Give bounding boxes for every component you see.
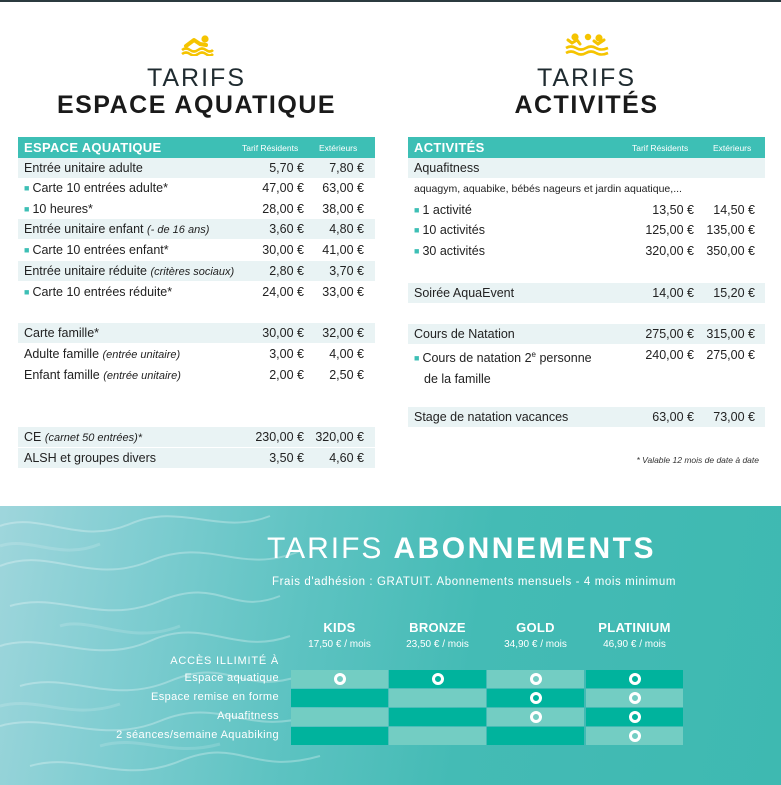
left-table-row bbox=[18, 219, 375, 239]
price-exterieurs: 2,50 € bbox=[329, 368, 364, 382]
row-label: ALSH et groupes divers bbox=[24, 451, 157, 465]
feature-cell bbox=[389, 708, 486, 726]
price-residents: 13,50 € bbox=[652, 203, 694, 217]
plan-price: 34,90 € / mois bbox=[504, 639, 567, 650]
plan-name: PLATINIUM bbox=[598, 620, 671, 635]
espace-aquatique-section bbox=[18, 0, 375, 470]
row-label: Stage de natation vacances bbox=[414, 410, 569, 424]
price-exterieurs: 73,00 € bbox=[713, 410, 755, 424]
price-residents: 320,00 € bbox=[645, 244, 694, 258]
price-residents: 125,00 € bbox=[645, 223, 694, 237]
price-exterieurs: 315,00 € bbox=[706, 327, 755, 341]
right-title-light: TARIFS bbox=[536, 64, 637, 92]
price-exterieurs: 14,50 € bbox=[713, 203, 755, 217]
row-label: ■ 10 activités bbox=[414, 223, 485, 237]
left-table-row bbox=[18, 448, 375, 468]
left-title-light: TARIFS bbox=[146, 64, 247, 92]
right-header-exterieurs: Extérieurs bbox=[713, 143, 752, 153]
feature-cell bbox=[487, 689, 584, 707]
right-table-row bbox=[408, 407, 765, 427]
price-exterieurs: 33,00 € bbox=[322, 285, 364, 299]
left-header-exterieurs: Extérieurs bbox=[319, 143, 358, 153]
feature-cell bbox=[586, 689, 683, 707]
price-residents: 240,00 € bbox=[645, 348, 694, 362]
feature-cell bbox=[291, 689, 388, 707]
price-residents: 47,00 € bbox=[262, 181, 304, 195]
feature-cell bbox=[389, 689, 486, 707]
price-exterieurs: 135,00 € bbox=[706, 223, 755, 237]
plan-price: 23,50 € / mois bbox=[406, 639, 469, 650]
row-label: Enfant famille (entrée unitaire) bbox=[24, 368, 181, 382]
feature-label: Espace remise en forme bbox=[150, 691, 279, 703]
plan-name: KIDS bbox=[323, 620, 356, 635]
validity-note: * Valable 12 mois de date à date bbox=[636, 455, 759, 465]
activites-section bbox=[408, 0, 765, 470]
bullet-icon: ■ bbox=[414, 246, 420, 256]
left-table-row bbox=[18, 344, 375, 364]
included-circle-icon bbox=[629, 711, 641, 723]
feature-cell bbox=[291, 670, 388, 688]
included-circle-icon bbox=[629, 673, 641, 685]
feature-label: Espace aquatique bbox=[184, 672, 279, 684]
price-exterieurs: 4,00 € bbox=[329, 347, 364, 361]
left-title-bold: ESPACE AQUATIQUE bbox=[56, 91, 337, 119]
price-residents: 30,00 € bbox=[262, 243, 304, 257]
bullet-icon: ■ bbox=[24, 287, 30, 297]
feature-cell bbox=[389, 670, 486, 688]
swimmer-icon bbox=[180, 34, 214, 61]
abonnements-title-bold: ABONNEMENTS bbox=[393, 532, 656, 565]
right-table-row bbox=[408, 200, 765, 220]
row-label: Cours de Natation bbox=[414, 327, 515, 341]
plan-price: 17,50 € / mois bbox=[308, 639, 371, 650]
price-exterieurs: 38,00 € bbox=[322, 202, 364, 216]
left-table-row bbox=[18, 240, 375, 260]
row-label: ■ Cours de natation 2e personne de la famille bbox=[414, 350, 592, 387]
price-residents: 14,00 € bbox=[652, 286, 694, 300]
price-residents: 5,70 € bbox=[269, 161, 304, 175]
included-circle-icon bbox=[530, 711, 542, 723]
row-label: Entrée unitaire adulte bbox=[24, 161, 143, 175]
price-residents: 3,50 € bbox=[269, 451, 304, 465]
price-residents: 63,00 € bbox=[652, 410, 694, 424]
plan-kids bbox=[291, 620, 388, 650]
price-exterieurs: 320,00 € bbox=[315, 430, 364, 444]
right-table-row bbox=[408, 179, 765, 199]
plan-name: GOLD bbox=[516, 620, 555, 635]
feature-cell bbox=[291, 708, 388, 726]
price-residents: 30,00 € bbox=[262, 326, 304, 340]
left-table-header bbox=[18, 137, 375, 158]
price-residents: 28,00 € bbox=[262, 202, 304, 216]
row-label: Adulte famille (entrée unitaire) bbox=[24, 347, 181, 361]
price-residents: 2,80 € bbox=[269, 264, 304, 278]
row-label: CE (carnet 50 entrées)* bbox=[24, 430, 143, 444]
plan-price: 46,90 € / mois bbox=[603, 639, 666, 650]
included-circle-icon bbox=[629, 730, 641, 742]
abonnements-title-light: TARIFS bbox=[267, 532, 384, 565]
right-header-residents: Tarif Résidents bbox=[632, 143, 689, 153]
price-exterieurs: 275,00 € bbox=[706, 348, 755, 362]
included-circle-icon bbox=[334, 673, 346, 685]
included-circle-icon bbox=[530, 692, 542, 704]
abonnements-subtitle: Frais d'adhésion : GRATUIT. Abonnements mensuels - 4 mois minimum bbox=[272, 576, 677, 588]
row-label: Carte famille* bbox=[24, 326, 100, 340]
row-label: Aquafitness bbox=[414, 161, 480, 175]
price-exterieurs: 350,00 € bbox=[706, 244, 755, 258]
price-exterieurs: 41,00 € bbox=[322, 243, 364, 257]
row-label: ■ Carte 10 entrées adulte* bbox=[24, 181, 168, 195]
included-circle-icon bbox=[432, 673, 444, 685]
feature-cell bbox=[487, 670, 584, 688]
right-table-row bbox=[408, 241, 765, 261]
left-table-row bbox=[18, 199, 375, 219]
row-label: Soirée AquaEvent bbox=[414, 286, 515, 300]
row-label: ■ 10 heures* bbox=[24, 202, 93, 216]
plan-bronze bbox=[389, 620, 486, 650]
price-residents: 230,00 € bbox=[255, 430, 304, 444]
bullet-icon: ■ bbox=[414, 353, 420, 364]
feature-cell bbox=[291, 727, 388, 745]
price-residents: 2,00 € bbox=[269, 368, 304, 382]
abonnements-title bbox=[267, 532, 656, 566]
left-table-row bbox=[18, 282, 375, 302]
price-residents: 3,60 € bbox=[269, 222, 304, 236]
plan-name: BRONZE bbox=[409, 620, 466, 635]
price-exterieurs: 15,20 € bbox=[713, 286, 755, 300]
bullet-icon: ■ bbox=[24, 204, 30, 214]
feature-cell bbox=[389, 727, 486, 745]
water-polo-icon bbox=[564, 32, 610, 61]
left-table-row bbox=[18, 427, 375, 447]
right-table-row bbox=[408, 345, 765, 387]
left-table-row bbox=[18, 261, 375, 281]
row-label: ■ Carte 10 entrées enfant* bbox=[24, 243, 169, 257]
price-residents: 24,00 € bbox=[262, 285, 304, 299]
feature-cell bbox=[586, 727, 683, 745]
right-table-row bbox=[408, 158, 765, 178]
row-label: ■ 1 activité bbox=[414, 203, 472, 217]
feature-cell bbox=[586, 670, 683, 688]
left-table-row bbox=[18, 323, 375, 343]
right-title-bold: ACTIVITÉS bbox=[514, 91, 659, 119]
price-exterieurs: 63,00 € bbox=[322, 181, 364, 195]
row-label: Entrée unitaire réduite (critères sociaux) bbox=[24, 264, 235, 278]
left-header-title: ESPACE AQUATIQUE bbox=[24, 140, 162, 155]
left-table-row bbox=[18, 365, 375, 385]
included-circle-icon bbox=[629, 692, 641, 704]
feature-label: 2 séances/semaine Aquabiking bbox=[116, 729, 279, 741]
price-exterieurs: 7,80 € bbox=[329, 161, 364, 175]
feature-cell bbox=[487, 708, 584, 726]
feature-cell bbox=[487, 727, 584, 745]
access-header: ACCÈS ILLIMITÉ À bbox=[170, 655, 279, 667]
price-residents: 3,00 € bbox=[269, 347, 304, 361]
right-table-header bbox=[408, 137, 765, 158]
left-table-row bbox=[18, 158, 375, 178]
right-table-row bbox=[408, 220, 765, 240]
bullet-icon: ■ bbox=[414, 225, 420, 235]
left-header-residents: Tarif Résidents bbox=[242, 143, 299, 153]
plan-platinium bbox=[586, 620, 683, 650]
right-table-row bbox=[408, 283, 765, 303]
row-label: ■ 30 activités bbox=[414, 244, 485, 258]
price-residents: 275,00 € bbox=[645, 327, 694, 341]
feature-cell bbox=[586, 708, 683, 726]
bullet-icon: ■ bbox=[24, 183, 30, 193]
price-exterieurs: 4,60 € bbox=[329, 451, 364, 465]
feature-label: Aquafitness bbox=[217, 710, 279, 722]
bullet-icon: ■ bbox=[24, 245, 30, 255]
row-label: aquagym, aquabike, bébés nageurs et jardin aquatique,... bbox=[414, 183, 682, 195]
price-exterieurs: 32,00 € bbox=[322, 326, 364, 340]
row-label: ■ Carte 10 entrées réduite* bbox=[24, 285, 173, 299]
included-circle-icon bbox=[530, 673, 542, 685]
price-exterieurs: 4,80 € bbox=[329, 222, 364, 236]
left-table-row bbox=[18, 178, 375, 198]
right-table-row bbox=[408, 324, 765, 344]
bullet-icon: ■ bbox=[414, 205, 420, 215]
row-label: Entrée unitaire enfant (- de 16 ans) bbox=[24, 222, 210, 236]
plan-gold bbox=[487, 620, 584, 650]
right-header-title: ACTIVITÉS bbox=[414, 140, 485, 155]
price-exterieurs: 3,70 € bbox=[329, 264, 364, 278]
